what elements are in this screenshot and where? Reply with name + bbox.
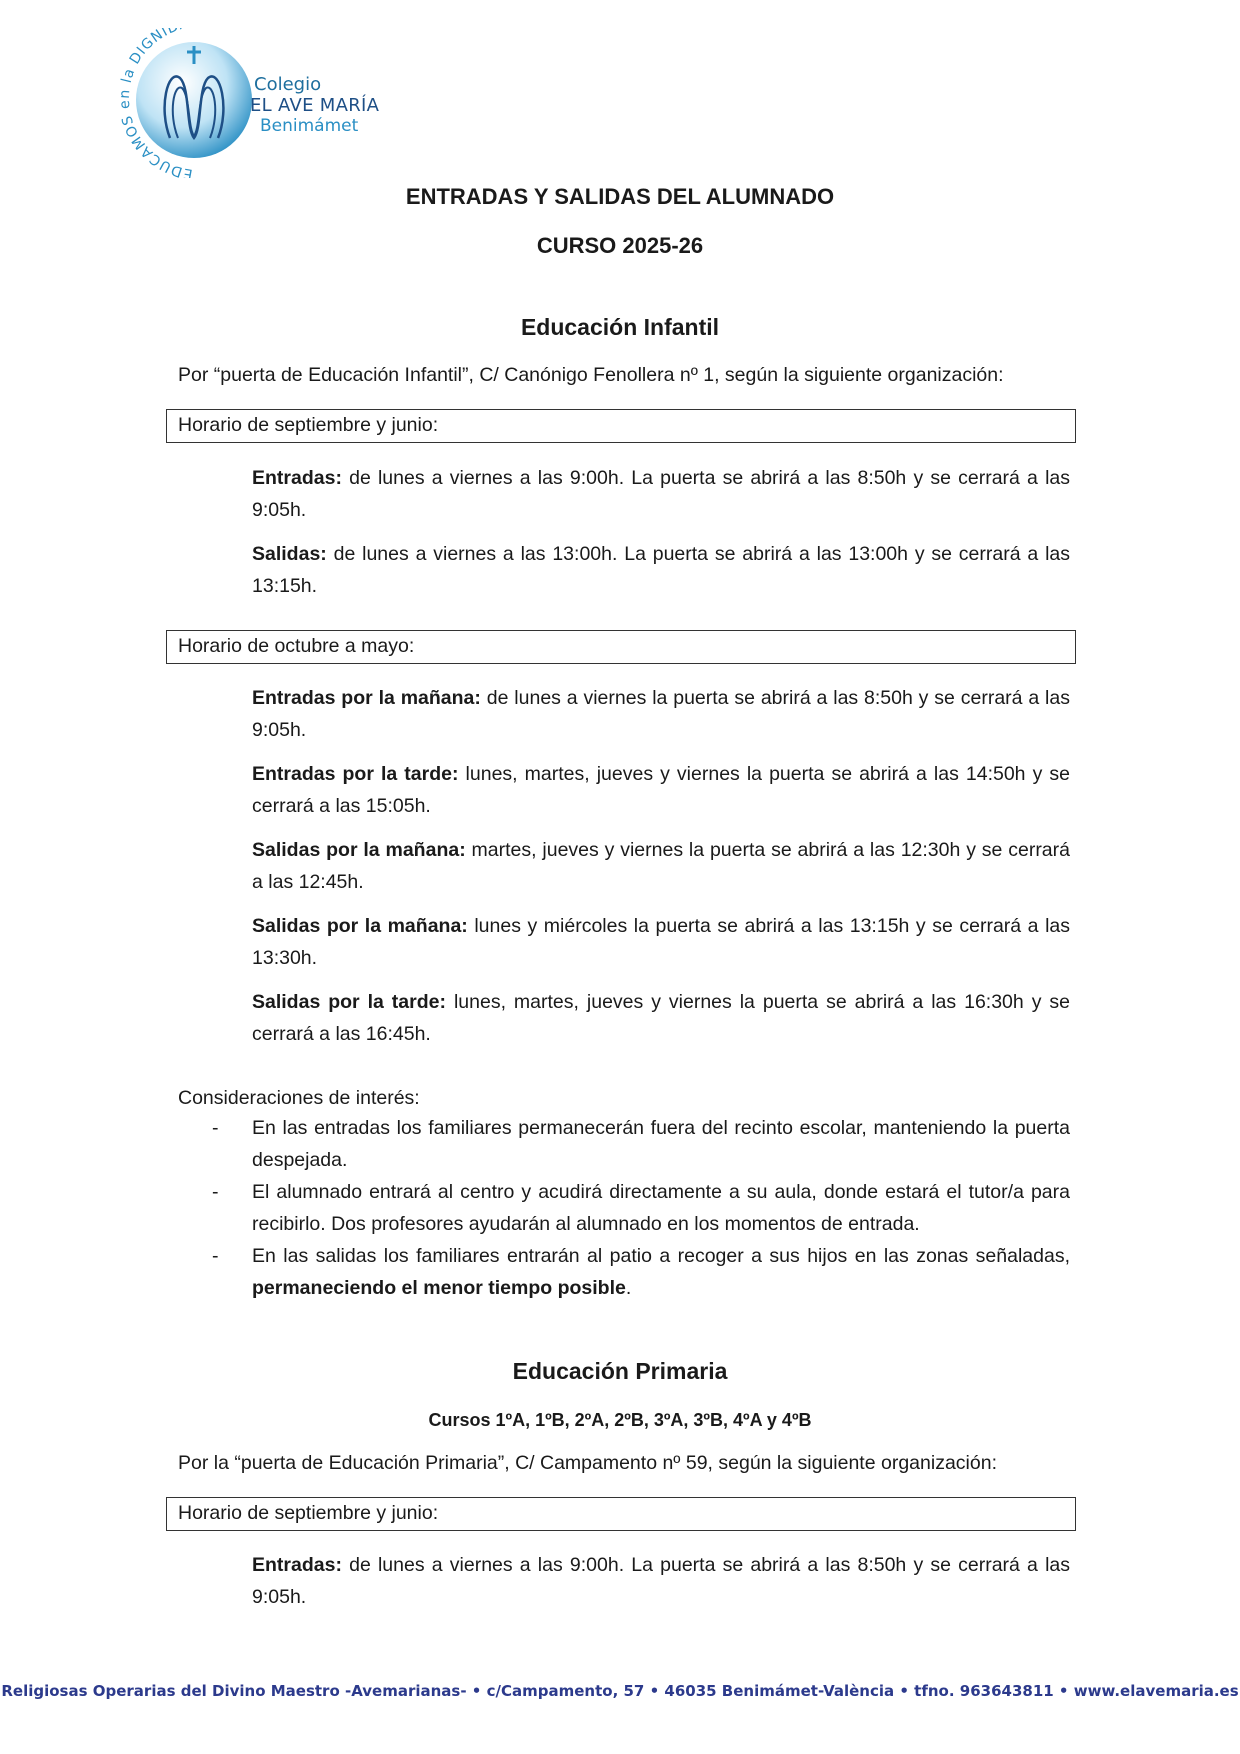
schedule-box-sept-june-primaria: Horario de septiembre y junio: bbox=[166, 1497, 1076, 1531]
item-text: de lunes a viernes la puerta se abrirá a las 8:50h y se cerrará a las 9:05h. bbox=[252, 687, 1070, 741]
item-text: de lunes a viernes a las 13:00h. La puerta se abrirá a las 13:00h y se cerrará a las 13:15h. bbox=[252, 543, 1070, 597]
schedule-item bbox=[252, 910, 1070, 974]
schedule-item bbox=[252, 538, 1070, 602]
section-heading-infantil: Educación Infantil bbox=[520, 314, 720, 340]
item-end: . bbox=[625, 1277, 632, 1299]
item-text: lunes, martes, jueves y viernes la puerta se abrirá a las 16:30h y se cerrará a las 16:45h. bbox=[252, 991, 1070, 1045]
logo-text bbox=[250, 74, 379, 137]
infantil-intro: Por “puerta de Educación Infantil”, C/ Canónigo Fenollera nº 1, según la siguiente organización: bbox=[178, 364, 1004, 386]
consideration-item bbox=[252, 1240, 1070, 1304]
schedule-box-oct-may: Horario de octubre a mayo: bbox=[166, 630, 1076, 664]
item-label: Salidas: bbox=[252, 543, 327, 565]
page-footer: Religiosas Operarias del Divino Maestro -Avemarianas- • c/Campamento, 57 • 46035 Benimámet-València • tfno. 963643811 • www.elavemaria.es bbox=[1, 1682, 1239, 1700]
item-label: Salidas por la tarde: bbox=[252, 991, 446, 1013]
primaria-intro: Por la “puerta de Educación Primaria”, C/ Campamento nº 59, según la siguiente organización: bbox=[178, 1452, 997, 1474]
logo-line-1: Colegio bbox=[254, 74, 322, 95]
bullet-mark: - bbox=[212, 1181, 219, 1203]
item-label: Salidas por la mañana: bbox=[252, 915, 468, 937]
logo-line-2: EL AVE MARÍA bbox=[250, 95, 380, 116]
section-heading-primaria: Educación Primaria bbox=[512, 1358, 728, 1384]
item-text: En las salidas los familiares entrarán al patio a recoger a sus hijos en las zonas señaladas, bbox=[252, 1245, 1070, 1267]
bullet-mark: - bbox=[212, 1245, 219, 1267]
consideration-item: El alumnado entrará al centro y acudirá directamente a su aula, donde estará el tutor/a para recibirlo. Dos profesores ayudarán al alumnado en los momentos de entrada. bbox=[252, 1181, 1070, 1235]
consideration-item: En las entradas los familiares permanecerán fuera del recinto escolar, manteniendo la puerta despejada. bbox=[252, 1117, 1070, 1171]
considerations-heading: Consideraciones de interés: bbox=[178, 1087, 420, 1109]
schedule-item bbox=[252, 834, 1070, 898]
item-label: Entradas por la tarde: bbox=[252, 763, 459, 785]
schedule-item bbox=[252, 758, 1070, 822]
logo-line-3: Benimámet bbox=[260, 116, 359, 136]
item-text: de lunes a viernes a las 9:00h. La puerta se abrirá a las 8:50h y se cerrará a las 9:05h. bbox=[252, 467, 1070, 521]
schedule-box-sept-june: Horario de septiembre y junio: bbox=[166, 409, 1076, 443]
item-label: Entradas: bbox=[252, 1554, 342, 1576]
bullet-mark: - bbox=[212, 1117, 219, 1139]
item-text: lunes y miércoles la puerta se abrirá a las 13:15h y se cerrará a las 13:30h. bbox=[252, 915, 1070, 969]
item-text: de lunes a viernes a las 9:00h. La puerta se abrirá a las 8:50h y se cerrará a las 9:05h. bbox=[252, 1554, 1070, 1608]
course-title: CURSO 2025-26 bbox=[536, 233, 704, 258]
item-label: Salidas por la mañana: bbox=[252, 839, 466, 861]
schedule-item bbox=[252, 1549, 1070, 1613]
item-bold-text: permaneciendo el menor tiempo posible bbox=[252, 1277, 626, 1299]
primaria-courses: Cursos 1ºA, 1ºB, 2ºA, 2ºB, 3ºA, 3ºB, 4ºA y 4ºB bbox=[428, 1410, 812, 1430]
document-title: ENTRADAS Y SALIDAS DEL ALUMNADO bbox=[405, 184, 835, 209]
schedule-item bbox=[252, 682, 1070, 746]
item-label: Entradas: bbox=[252, 467, 342, 489]
schedule-item bbox=[252, 986, 1070, 1050]
logo-arc-text: EDUCAMOS en la DIGNI bbox=[116, 28, 194, 178]
item-text: martes, jueves y viernes la puerta se abrirá a las 12:30h y se cerrará a las 12:45h. bbox=[252, 839, 1070, 893]
item-label: Entradas por la mañana: bbox=[252, 687, 481, 709]
schedule-item bbox=[252, 462, 1070, 526]
item-text: lunes, martes, jueves y viernes la puerta se abrirá a las 14:50h y se cerrará a las 15:05h. bbox=[252, 763, 1070, 817]
